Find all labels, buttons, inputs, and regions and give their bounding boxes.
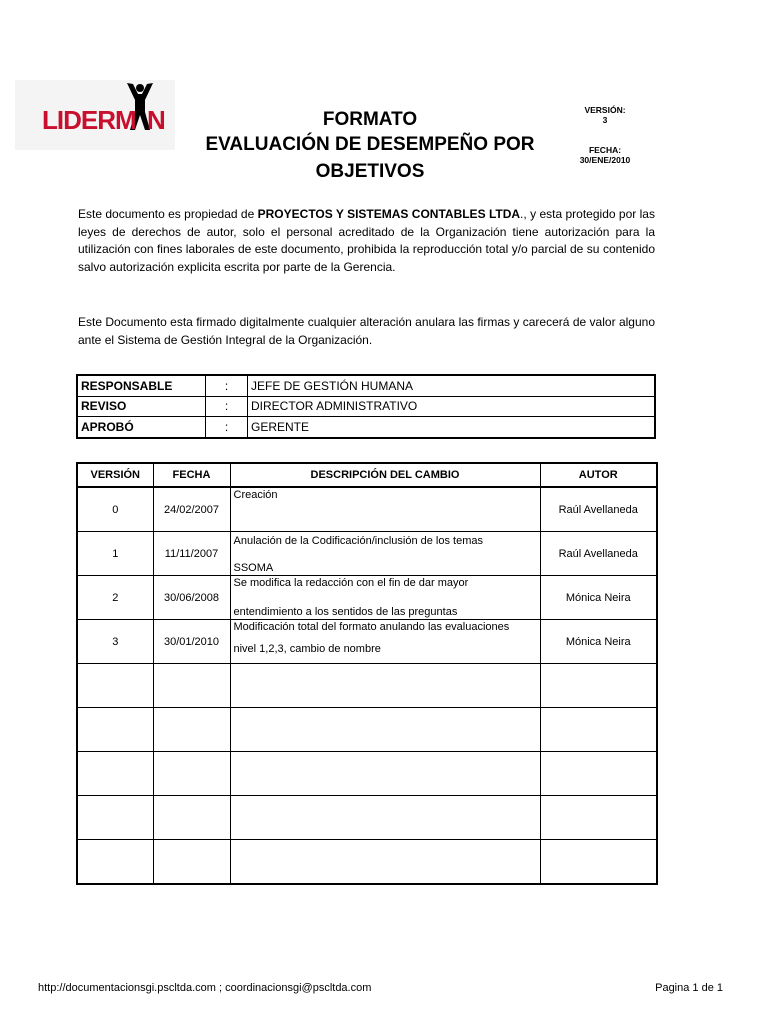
row-version: 2 xyxy=(77,576,153,620)
version-value: 3 xyxy=(602,115,608,125)
empty-cell xyxy=(230,840,540,885)
empty-cell xyxy=(77,708,153,752)
row-date: 30/01/2010 xyxy=(153,620,230,664)
version-label: VERSIÓN: xyxy=(584,105,626,115)
description-line-2: entendimiento a los sentidos de las preguntas xyxy=(233,606,458,618)
empty-table-row xyxy=(77,664,657,708)
approved-value: GERENTE xyxy=(251,419,310,434)
ownership-paragraph xyxy=(78,206,655,276)
empty-table-row xyxy=(77,708,657,752)
empty-cell xyxy=(540,840,657,885)
row-author: Raúl Avellaneda xyxy=(540,487,657,532)
description-line-2: nivel 1,2,3, cambio de nombre xyxy=(233,643,381,655)
empty-cell xyxy=(230,752,540,796)
version-history-table xyxy=(76,462,658,885)
signature-paragraph: Este Documento esta firmado digitalmente cualquier alteración anulara las firmas y carecerá de valor alguno ante el Sistema de Gestión Integral de la Organización. xyxy=(78,315,655,347)
table-row xyxy=(77,487,657,532)
header-description: DESCRIPCIÓN DEL CAMBIO xyxy=(230,463,540,487)
footer-contact: http://documentacionsgi.pscltda.com ; coordinacionsgi@pscltda.com xyxy=(38,982,372,994)
description-line-1: Se modifica la redacción con el fin de dar mayor xyxy=(233,577,469,589)
table-row xyxy=(77,576,657,620)
table-row xyxy=(77,396,655,417)
header-version: VERSIÓN xyxy=(77,463,153,487)
empty-table-row xyxy=(77,752,657,796)
empty-cell xyxy=(77,796,153,840)
empty-cell xyxy=(153,664,230,708)
empty-cell xyxy=(230,796,540,840)
empty-cell xyxy=(77,664,153,708)
empty-table-row xyxy=(77,796,657,840)
row-author: Mónica Neira xyxy=(540,620,657,664)
empty-cell xyxy=(540,708,657,752)
title-line-1: FORMATO xyxy=(322,109,418,130)
row-description xyxy=(230,576,540,620)
empty-table-row xyxy=(77,840,657,885)
table-row xyxy=(77,620,657,664)
row-date: 11/11/2007 xyxy=(153,532,230,576)
description-line-1: Creación xyxy=(233,489,278,501)
header-date: FECHA xyxy=(153,463,230,487)
responsibles-table xyxy=(76,374,656,439)
row-version: 1 xyxy=(77,532,153,576)
separator: : xyxy=(206,417,248,438)
empty-cell xyxy=(230,708,540,752)
reviewed-value: DIRECTOR ADMINISTRATIVO xyxy=(248,396,656,417)
approved-key: APROBÓ xyxy=(77,417,206,438)
table-row xyxy=(77,375,655,396)
date-value: 30/ENE/2010 xyxy=(579,155,631,165)
row-author: Mónica Neira xyxy=(540,576,657,620)
footer-page-number: Pagina 1 de 1 xyxy=(655,982,723,994)
header-author: AUTOR xyxy=(540,463,657,487)
empty-cell xyxy=(77,840,153,885)
title-line-3: OBJETIVOS xyxy=(315,161,425,182)
row-version: 3 xyxy=(77,620,153,664)
empty-cell xyxy=(230,664,540,708)
row-author: Raúl Avellaneda xyxy=(540,532,657,576)
table-row xyxy=(77,417,655,438)
row-version: 0 xyxy=(77,487,153,532)
empty-cell xyxy=(77,752,153,796)
title-line-2: EVALUACIÓN DE DESEMPEÑO POR xyxy=(205,134,535,155)
description-line-2: SSOMA xyxy=(233,562,274,574)
svg-text:N: N xyxy=(147,105,166,135)
empty-cell xyxy=(540,664,657,708)
row-date: 24/02/2007 xyxy=(153,487,230,532)
logo-wordmark: LIDERM xyxy=(42,105,136,135)
empty-cell xyxy=(540,752,657,796)
separator: : xyxy=(206,375,248,396)
row-date: 30/06/2008 xyxy=(153,576,230,620)
table-row xyxy=(77,532,657,576)
ownership-text-end: ., y esta protegido por las leyes de derechos de autor, solo el personal acreditado de la Organización tiene autorización para la utilización con fines laborales de este documento, prohibida la reproducción total y/o parcial de su contenido salvo autorización explicita escrita por parte de la Gerencia. xyxy=(78,207,655,274)
reviewed-key: REVISO xyxy=(77,396,206,417)
company-logo xyxy=(15,80,175,150)
liderman-logo-graphic xyxy=(15,80,175,150)
description-line-1: Anulación de la Codificación/inclusión de los temas xyxy=(233,535,483,547)
empty-cell xyxy=(540,796,657,840)
empty-cell xyxy=(153,840,230,885)
description-line-1: Modificación total del formato anulando las evaluaciones xyxy=(233,621,510,633)
row-description xyxy=(230,532,540,576)
table-header-row xyxy=(77,463,657,487)
row-description xyxy=(230,487,540,532)
date-label: FECHA: xyxy=(588,145,622,155)
responsible-value: JEFE DE GESTIÓN HUMANA xyxy=(248,375,656,396)
empty-cell xyxy=(153,796,230,840)
ownership-text-start: Este documento es propiedad de xyxy=(78,207,258,221)
empty-cell xyxy=(153,708,230,752)
responsible-key: RESPONSABLE xyxy=(77,375,206,396)
empty-cell xyxy=(153,752,230,796)
company-name: PROYECTOS Y SISTEMAS CONTABLES LTDA xyxy=(257,207,521,221)
separator: : xyxy=(206,396,248,417)
row-description xyxy=(230,620,540,664)
